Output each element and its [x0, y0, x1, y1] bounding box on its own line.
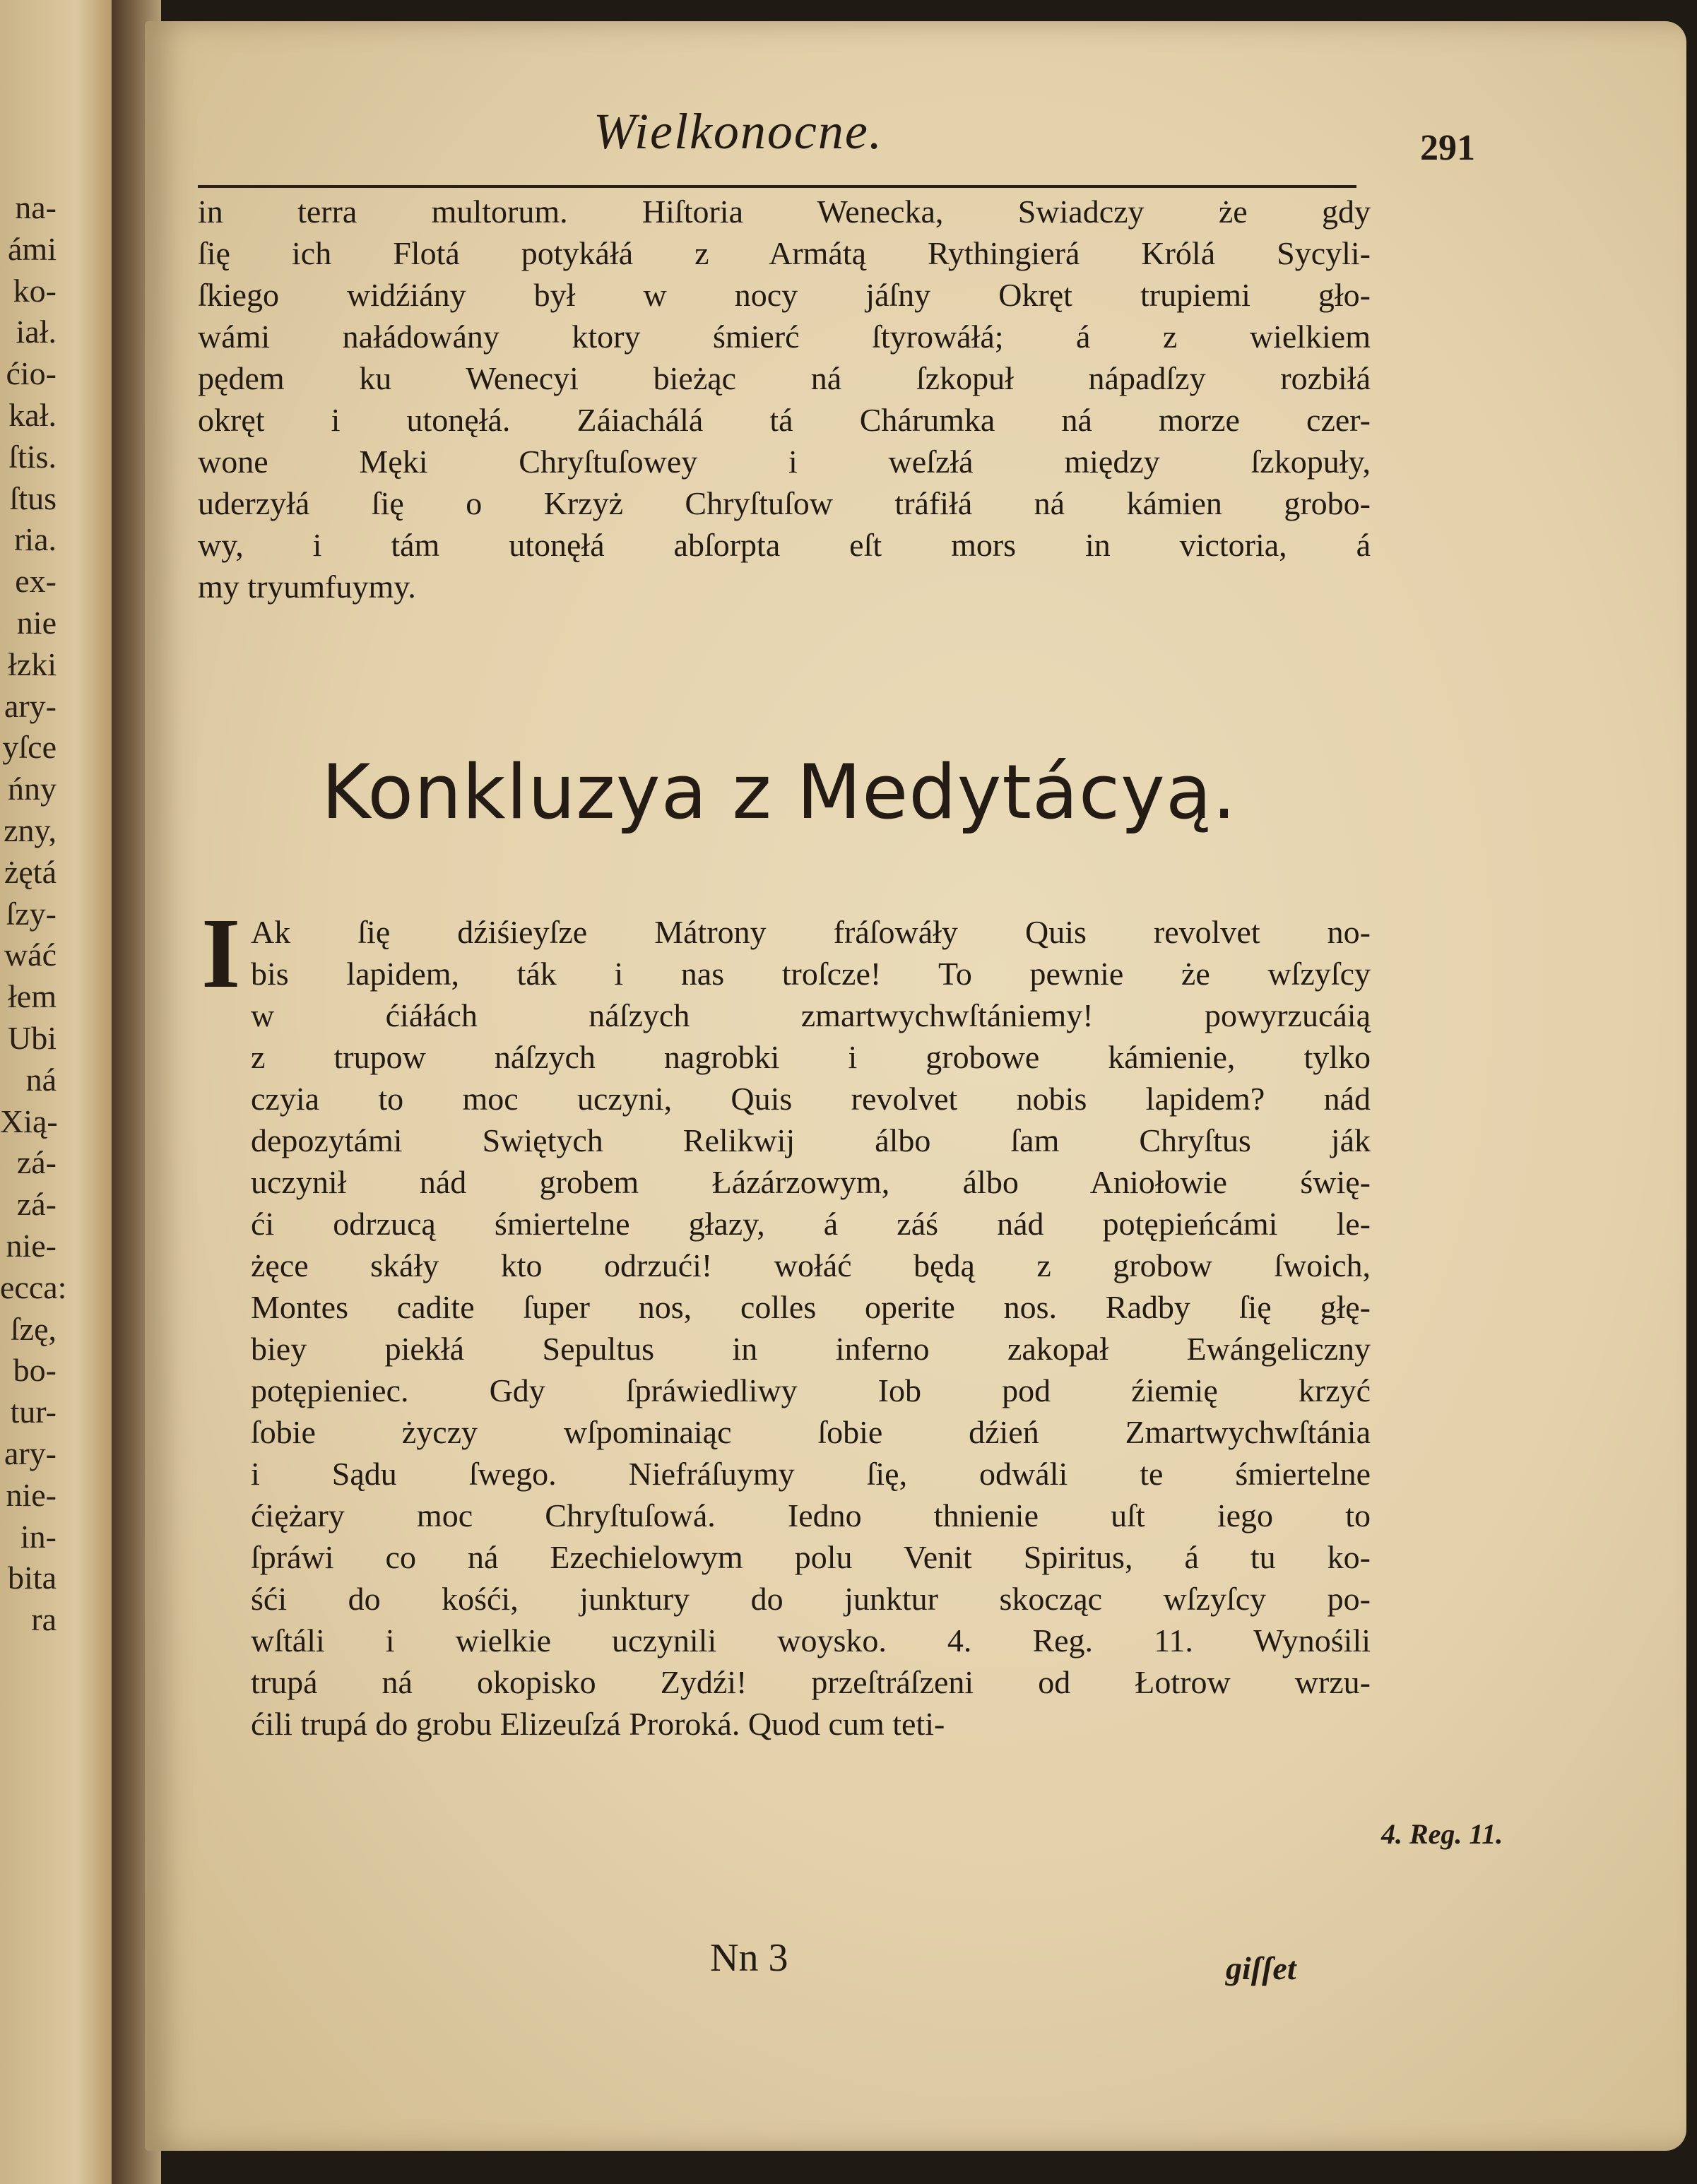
left-page-fragment: zá- [16, 1144, 57, 1181]
left-page-fragment: in- [20, 1518, 57, 1555]
left-page-fragment: ſzę, [10, 1310, 57, 1347]
left-page-fragment: ſzy- [6, 895, 57, 932]
left-page-fragment: ná [25, 1061, 57, 1098]
text-line: biey piekłá Sepultus in inferno zakopał Ewángeliczny [251, 1331, 1371, 1367]
text-line: wy, i tám utonęłá abſorpta eſt mors in victoria, á [198, 527, 1371, 563]
left-page-fragment: wáć [4, 937, 57, 973]
text-line: trupá ná okopisko Zydźi! przeſtráſzeni od Łotrow wrzu- [251, 1664, 1371, 1700]
text-line: w ćiáłách náſzych zmartwychwſtániemy! powyrzucáią [251, 997, 1371, 1033]
text-line: depozytámi Swiętych Relikwij álbo ſam Chryſtus ják [251, 1122, 1371, 1158]
left-page-fragment: ko- [13, 272, 57, 309]
section-heading: Konkluzya z Medytácyą. [321, 749, 1237, 836]
left-page-fragment: nie [16, 604, 57, 641]
text-line: wámi nałádowány ktory śmierć ſtyrowáłá; á z wielkiem [198, 319, 1371, 355]
left-page-fragment: łzki [8, 646, 57, 682]
left-page-fragment: ex- [15, 563, 57, 600]
left-page-fragment: tur- [10, 1394, 57, 1430]
left-page-text-column [0, 187, 67, 1641]
text-line: wſtáli i wielkie uczynili woysko. 4. Reg. 11. Wynośili [251, 1622, 1371, 1658]
page-number: 291 [1420, 128, 1475, 168]
text-line: ćiężary moc Chryſtuſowá. Iedno thnienie uſt iego to [251, 1497, 1371, 1533]
drop-cap: I [201, 897, 241, 1009]
left-page-fragment: łem [8, 978, 57, 1015]
left-page-fragment: ſtis. [8, 438, 57, 475]
text-line: i Sądu ſwego. Niefráſuymy ſię, odwáli te śmiertelne [251, 1456, 1371, 1492]
left-page-fragment: kał. [8, 396, 57, 433]
left-page-fragment: Ubi [8, 1019, 57, 1056]
text-line: Ak ſię dźiśieyſze Mátrony fráſowáły Quis revolvet no- [251, 914, 1371, 950]
text-line: czyia to moc uczyni, Quis revolvet nobis lapidem? nád [251, 1081, 1371, 1117]
text-line: ſpráwi co ná Ezechielowym polu Venit Spiritus, á tu ko- [251, 1539, 1371, 1575]
margin-note: 4. Reg. 11. [1381, 1818, 1503, 1850]
catchword: giſſet [1226, 1950, 1296, 1986]
text-line: ſię ich Flotá potykáłá z Armátą Rythingierá Królá Sycyli- [198, 235, 1371, 271]
left-page-fragment: ria. [13, 521, 57, 558]
text-line: ſkiego widźiány był w nocy jáſny Okręt trupiemi gło- [198, 277, 1371, 313]
text-line: bis lapidem, ták i nas troſcze! To pewnie że wſzyſcy [251, 956, 1371, 992]
signature-mark: Nn 3 [710, 1936, 788, 1980]
left-page-fragment: ámi [8, 230, 57, 267]
left-page-fragment: Xią- [0, 1103, 58, 1139]
left-page-fragment: żętá [4, 853, 57, 890]
text-line: wone Męki Chryſtuſowey i weſzłá między ſzkopuły, [198, 444, 1371, 480]
left-page-fragment: na- [15, 189, 57, 225]
text-line: in terra multorum. Hiſtoria Wenecka, Swiadczy że gdy [198, 194, 1371, 230]
text-line: ći odrzucą śmiertelne głazy, á záś nád potępieńcámi le- [251, 1206, 1371, 1242]
left-page-fragment: iał. [16, 314, 57, 350]
text-line: uderzyłá ſię o Krzyż Chryſtuſow tráfiłá ná kámien grobo- [198, 485, 1371, 521]
left-page-fragment: bita [8, 1560, 57, 1596]
text-line: żęce skáły kto odrzući! wołáć będą z grobow ſwoich, [251, 1247, 1371, 1283]
text-line: ćili trupá do grobu Elizeuſzá Proroká. Quod cum teti- [251, 1706, 945, 1742]
paragraph-2 [251, 911, 1371, 1745]
left-page-fragment: zny, [4, 812, 57, 848]
left-page-fragment: ćio- [6, 355, 57, 392]
text-line: my tryumfuymy. [198, 569, 416, 605]
text-line: pędem ku Wenecyi bieżąc ná ſzkopuł nápadſzy rozbiłá [198, 360, 1371, 396]
text-line: ſobie życzy wſpominaiąc ſobie dźień Zmartwychwſtánia [251, 1414, 1371, 1450]
text-line: okręt i utonęłá. Záiachálá tá Chárumka ná morze czer- [198, 402, 1371, 438]
left-page-fragment: ecca: [0, 1269, 67, 1305]
left-page-fragment: ńny [8, 771, 57, 807]
left-page-fragment: ary- [4, 1435, 57, 1471]
text-line: potępieniec. Gdy ſpráwiedliwy Iob pod źiemię krzyć [251, 1372, 1371, 1408]
left-page-fragment: ary- [4, 687, 57, 724]
left-page-fragment: ra [31, 1601, 57, 1638]
left-page-fragment: zá- [16, 1186, 57, 1223]
left-page-fragment: yſce [2, 729, 57, 766]
left-page-fragment: bo- [13, 1352, 57, 1389]
text-line: z trupow náſzych nagrobki i grobowe kámienie, tylko [251, 1039, 1371, 1075]
paragraph-1 [198, 191, 1371, 607]
text-line: śći do kośći, junktury do junktur skocząc wſzyſcy po- [251, 1581, 1371, 1617]
header-rule [198, 185, 1356, 188]
left-page-fragment: nie- [6, 1476, 57, 1513]
left-page-fragment: ſtus [9, 480, 57, 516]
running-head: Wielkonocne. [593, 103, 883, 160]
left-page-fragment: nie- [6, 1227, 57, 1264]
text-line: uczynił nád grobem Łázárzowym, álbo Aniołowie świę- [251, 1164, 1371, 1200]
text-line: Montes cadite ſuper nos, colles operite nos. Radby ſię głę- [251, 1289, 1371, 1325]
